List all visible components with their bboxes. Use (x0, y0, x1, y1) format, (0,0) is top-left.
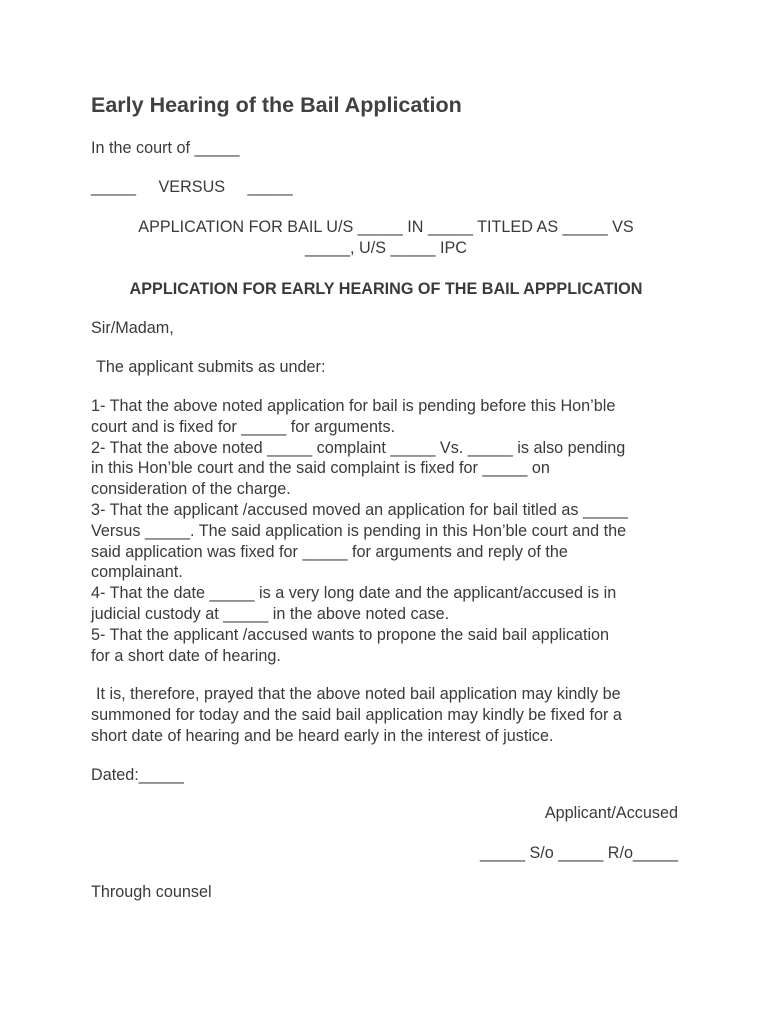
list-item: complainant. (91, 563, 183, 582)
list-item: consideration of the charge. (91, 480, 291, 499)
prayer-line: summoned for today and the said bail application may kindly be fixed for a (91, 705, 622, 724)
salutation: Sir/Madam, (91, 319, 174, 337)
prayer-line: It is, therefore, prayed that the above noted bail application may kindly be (96, 685, 621, 703)
list-item: for a short date of hearing. (91, 646, 281, 665)
signatory-label: Applicant/Accused (544, 804, 678, 822)
prayer-line: short date of hearing and be heard early in the interest of justice. (91, 726, 554, 745)
court-line: In the court of _____ (91, 139, 240, 157)
document-title: Early Hearing of the Bail Application (91, 93, 462, 117)
list-item: 3- That the applicant /accused moved an application for bail titled as _____ (91, 500, 628, 519)
list-item: 1- That the above noted application for bail is pending before this Hon’ble (91, 397, 616, 415)
list-item: Versus _____. The said application is pending in this Hon’ble court and the (91, 521, 627, 540)
through-counsel: Through counsel (91, 883, 212, 901)
application-line-2: _____, U/S _____ IPC (305, 239, 467, 257)
prayer-paragraph (91, 684, 681, 746)
list-item: court and is fixed for _____ for arguments. (91, 417, 396, 436)
dated-line: Dated:_____ (91, 766, 184, 784)
list-item: judicial custody at _____ in the above noted case. (91, 604, 450, 623)
application-line-1: APPLICATION FOR BAIL U/S _____ IN _____ TITLED AS _____ VS (138, 218, 634, 236)
list-item: 4- That the date _____ is a very long date and the applicant/accused is in (91, 584, 617, 603)
application-heading: APPLICATION FOR EARLY HEARING OF THE BAIL APPPLICATION (129, 280, 643, 298)
list-item: 2- That the above noted _____ complaint _____ Vs. _____ is also pending (91, 438, 626, 457)
list-item: said application was fixed for _____ for arguments and reply of the (91, 542, 568, 561)
versus-line: _____ VERSUS _____ (91, 178, 293, 196)
intro-line: The applicant submits as under: (96, 358, 326, 376)
signatory-details: _____ S/o _____ R/o_____ (479, 844, 678, 862)
list-item: in this Hon’ble court and the said complaint is fixed for _____ on (91, 459, 550, 478)
points-list (91, 396, 681, 666)
list-item: 5- That the applicant /accused wants to propone the said bail application (91, 625, 610, 644)
